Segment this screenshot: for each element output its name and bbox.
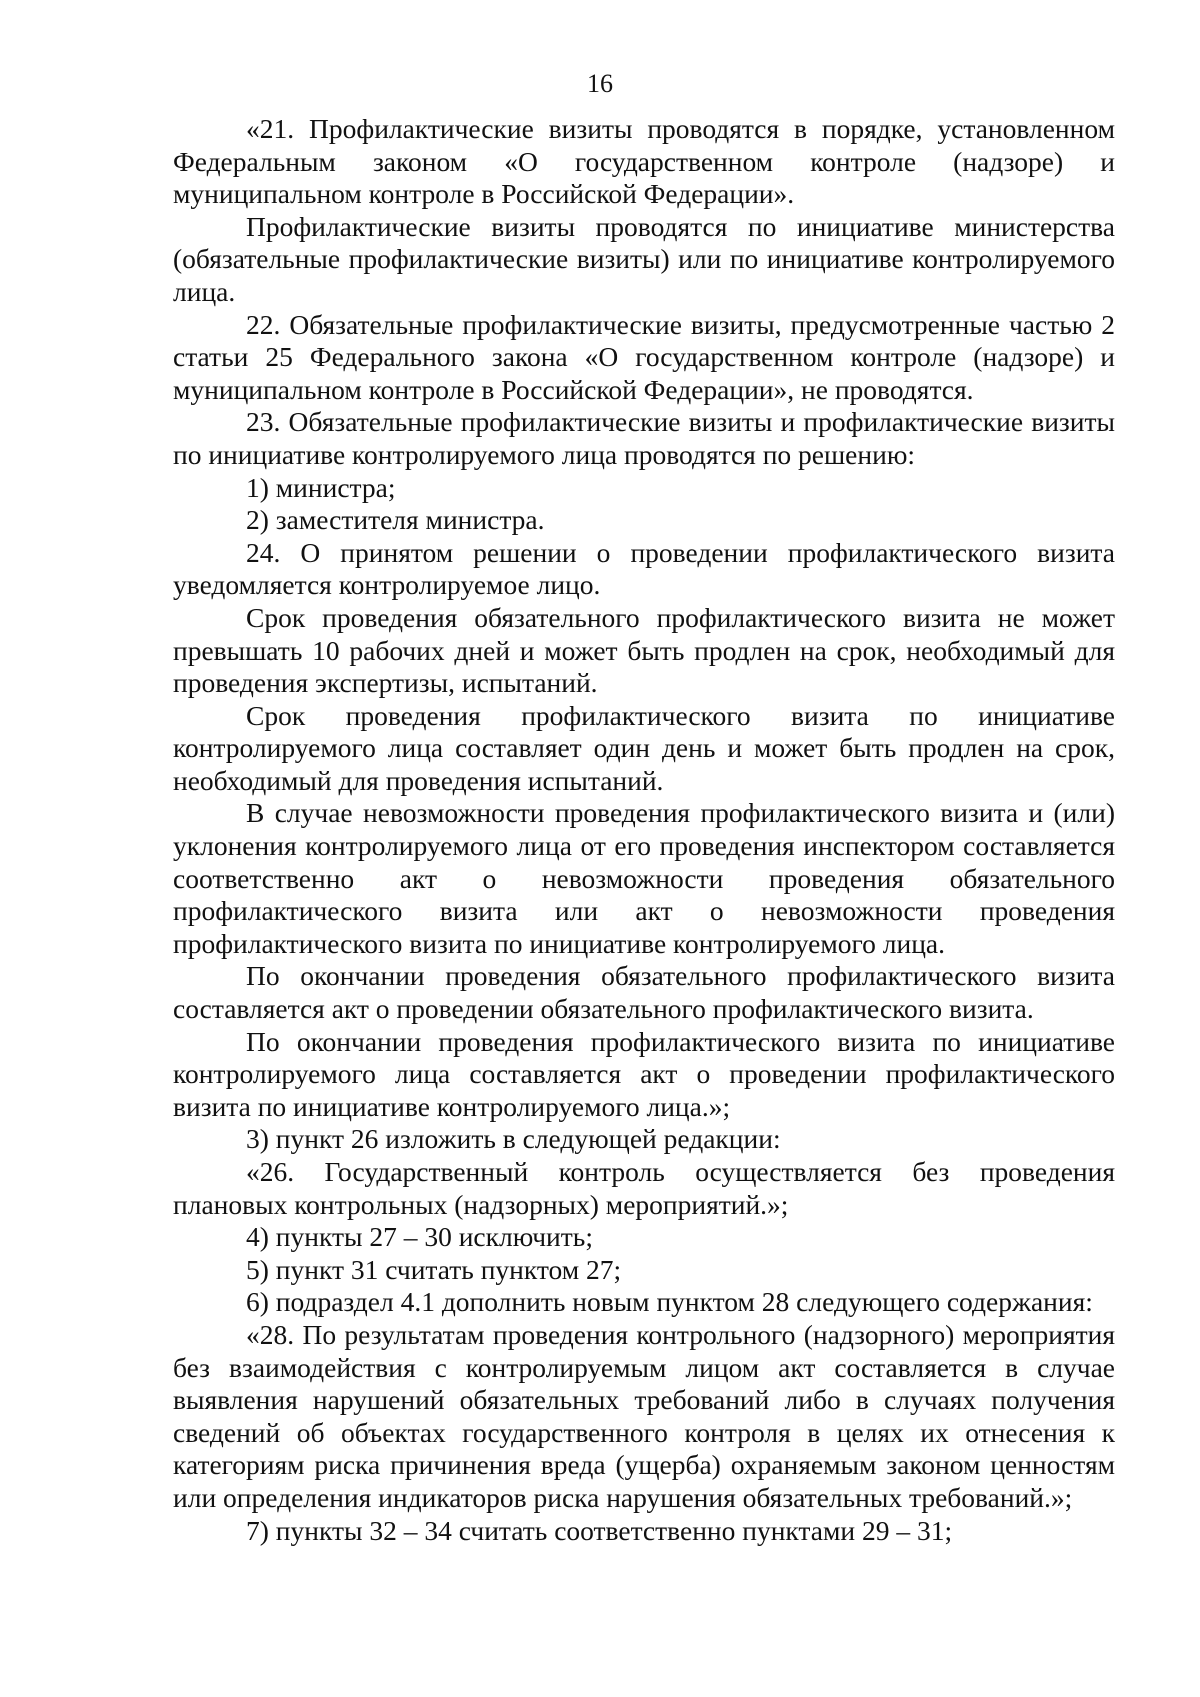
paragraph-23: 23. Обязательные профилактические визиты и профилактические визиты по инициативе контролируемого лица проводятся по решению: — [173, 406, 1115, 470]
paragraph-28: «28. По результатам проведения контрольного (надзорного) мероприятия без взаимодействия с контролируемым лицом акт составляется в случае выявления нарушений обязательных требований либо в случаях получения сведений об объектах государственного контроля в целях их отнесения к категориям риска причинения вреда (ущерба) охраняемым законом ценностям или определения индикаторов риска нарушения обязательных требований.»; — [173, 1318, 1115, 1513]
paragraph-initiative-visit-term: Срок проведения профилактического визита по инициативе контролируемого лица составляет один день и может быть продлен на срок, необходимый для проведения испытаний. — [173, 699, 1115, 796]
amendment-item-7: 7) пункты 32 – 34 считать соответственно пунктами 29 – 31; — [246, 1514, 953, 1546]
list-item-minister: 1) министра; — [246, 471, 396, 503]
paragraph-mandatory-visit-act: По окончании проведения обязательного профилактического визита составляется акт о проведении обязательного профилактического визита. — [173, 960, 1115, 1025]
document-body — [173, 113, 1115, 1547]
paragraph-impossibility-act: В случае невозможности проведения профилактического визита и (или) уклонения контролируемого лица от его проведения инспектором составляется соответственно акт о невозможности проведения обязательного профилактического визита или акт о невозможности проведения профилактического визита по инициативе контролируемого лица. — [173, 797, 1115, 959]
list-item-deputy-minister: 2) заместителя министра. — [246, 504, 545, 536]
paragraph-initiative-visit-act: По окончании проведения профилактического визита по инициативе контролируемого лица составляется акт о проведении профилактического визита по инициативе контролируемого лица.»; — [173, 1025, 1115, 1122]
paragraph-21: «21. Профилактические визиты проводятся в порядке, установленном Федеральным законом «О государственном контроле (надзоре) и муниципальном контроле в Российской Федерации». — [173, 113, 1115, 210]
page-number: 16 — [587, 69, 613, 98]
paragraph-mandatory-visit-term: Срок проведения обязательного профилактического визита не может превышать 10 рабочих дней и может быть продлен на срок, необходимый для проведения экспертизы, испытаний. — [173, 601, 1115, 699]
amendment-item-5: 5) пункт 31 считать пунктом 27; — [246, 1253, 622, 1285]
amendment-item-6: 6) подраздел 4.1 дополнить новым пунктом 28 следующего содержания: — [246, 1286, 1093, 1318]
paragraph-visit-initiative: Профилактические визиты проводятся по инициативе министерства (обязательные профилактические визиты) или по инициативе контролируемого лица. — [173, 210, 1115, 307]
paragraph-24: 24. О принятом решении о проведении профилактического визита уведомляется контролируемое лицо. — [173, 536, 1115, 601]
paragraph-22: 22. Обязательные профилактические визиты, предусмотренные частью 2 статьи 25 Федерального закона «О государственном контроле (надзоре) и муниципальном контроле в Российской Федерации», не проводятся. — [173, 308, 1115, 405]
amendment-item-4: 4) пункты 27 – 30 исключить; — [246, 1221, 593, 1253]
paragraph-26: «26. Государственный контроль осуществляется без проведения плановых контрольных (надзорных) мероприятий.»; — [173, 1156, 1115, 1220]
amendment-item-3: 3) пункт 26 изложить в следующей редакции: — [246, 1123, 781, 1155]
